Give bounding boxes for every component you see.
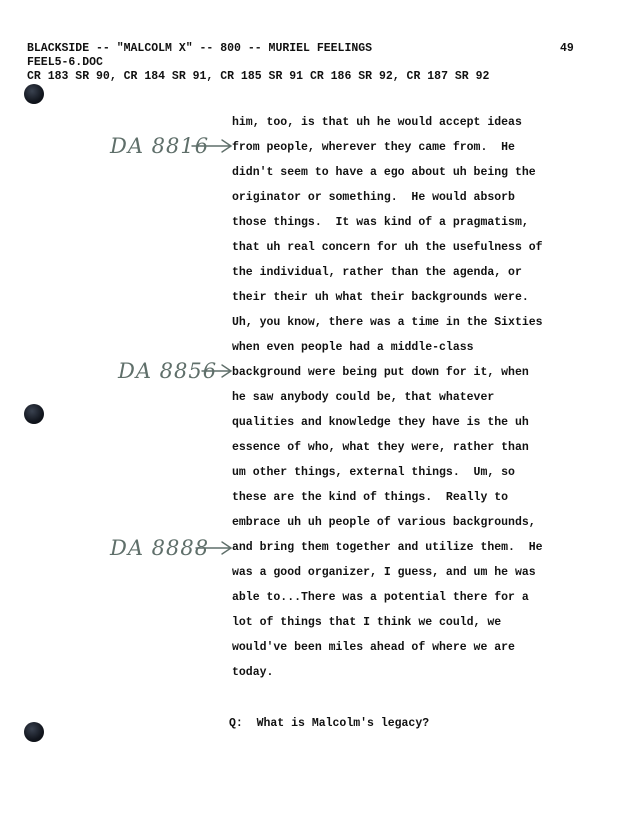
transcript-line: essence of who, what they were, rather than — [232, 441, 529, 454]
transcript-line: didn't seem to have a ego about uh being the — [232, 166, 536, 179]
punch-hole-top — [24, 84, 44, 104]
transcript-line: originator or something. He would absorb — [232, 191, 515, 204]
transcript-line: these are the kind of things. Really to — [232, 491, 509, 504]
transcript-line: was a good organizer, I guess, and um he was — [232, 566, 536, 579]
transcript-line: embrace uh uh people of various backgrounds, — [232, 516, 536, 529]
transcript-line: when even people had a middle-class — [232, 341, 474, 354]
transcript-line: he saw anybody could be, that whatever — [232, 391, 495, 404]
annotation-arrow-icon — [110, 536, 240, 566]
transcript-line: their their uh what their backgrounds were. — [232, 291, 529, 304]
annotation-arrow-icon — [118, 359, 248, 389]
transcript-line: that uh real concern for uh the usefulness of — [232, 241, 543, 254]
transcript-line: the individual, rather than the agenda, or — [232, 266, 522, 279]
annotation-arrow-icon — [110, 134, 240, 164]
annotation-label: DA 8888 — [110, 536, 210, 560]
transcript-line: would've been miles ahead of where we are — [232, 641, 515, 654]
transcript-body — [232, 114, 543, 689]
transcript-line: Uh, you know, there was a time in the Sixties — [232, 316, 543, 329]
transcript-line: and bring them together and utilize them. He — [232, 541, 543, 554]
transcript-line: today. — [232, 666, 274, 679]
punch-hole-bottom — [24, 722, 44, 742]
annotation-label: DA 8856 — [118, 359, 218, 383]
punch-hole-middle — [24, 404, 44, 424]
transcript-line: able to...There was a potential there for a — [232, 591, 529, 604]
transcript-line: qualities and knowledge they have is the uh — [232, 416, 529, 429]
transcript-line: from people, wherever they came from. He — [232, 141, 515, 154]
transcript-line: background were being put down for it, when — [232, 366, 529, 379]
transcript-line: him, too, is that uh he would accept ideas — [232, 116, 522, 129]
transcript-line: those things. It was kind of a pragmatism, — [232, 216, 529, 229]
interview-question: Q: What is Malcolm's legacy? — [229, 717, 430, 730]
transcript-line: um other things, external things. Um, so — [232, 466, 515, 479]
header-title-line: BLACKSIDE -- "MALCOLM X" -- 800 -- MURIEL FEELINGS — [27, 42, 373, 55]
annotation-label: DA 8816 — [110, 134, 210, 158]
transcript-line: lot of things that I think we could, we — [232, 616, 502, 629]
header-reel-line: CR 183 SR 90, CR 184 SR 91, CR 185 SR 91 CR 186 SR 92, CR 187 SR 92 — [27, 70, 490, 83]
header-filename-line: FEEL5-6.DOC — [27, 56, 103, 69]
page-number: 49 — [560, 42, 574, 55]
